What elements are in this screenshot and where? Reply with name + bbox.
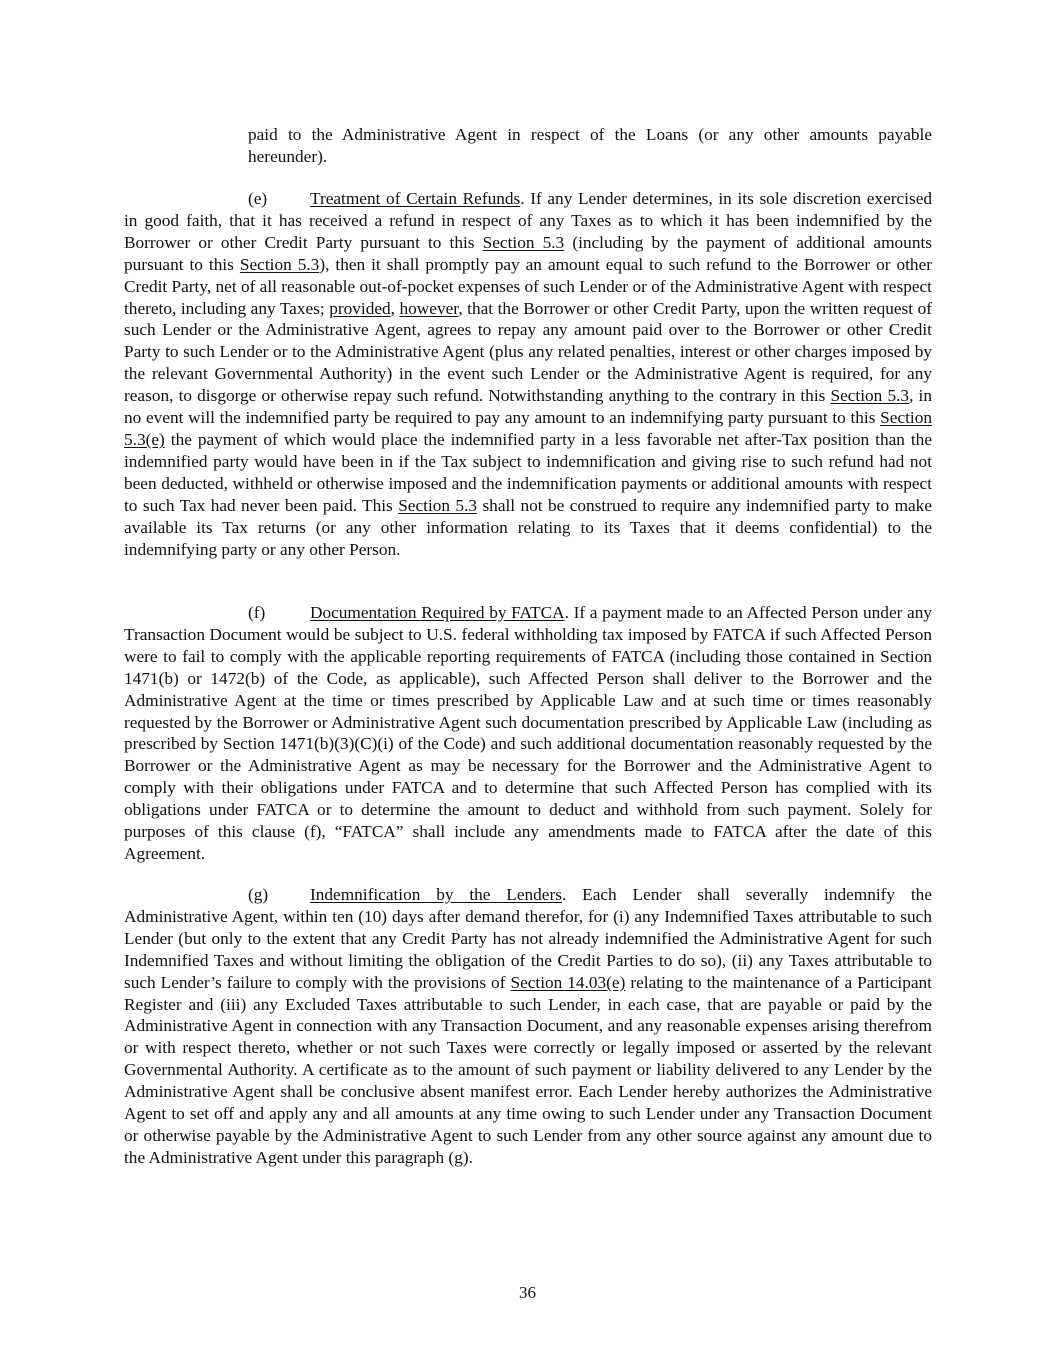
page-number: 36 bbox=[519, 1283, 536, 1302]
paragraph-e-text: shall not be construed to require any indemnified party to make available its Tax returns (or any other information relating to its Taxes that it deems confidential) to the indemnifying party or any other Person. bbox=[124, 495, 932, 559]
paragraph-g-heading: Indemnification by the Lenders bbox=[310, 885, 562, 904]
paragraph-e-heading: Treatment of Certain Refunds bbox=[310, 189, 521, 208]
section-reference: Section 5.3 bbox=[482, 232, 565, 252]
provided-term: provided bbox=[329, 298, 391, 318]
paragraph-g-text: . Each Lender shall severally indemnify the Administrative Agent, within ten (10) days after demand therefor, for (i) any Indemnified Taxes attributable to such Lender (but only to the extent that any Credit Party has not already indemnified the Administrative Agent for such Indemnified Taxes and without limiting the obligation of the Credit Parties to do so), (ii) any Taxes attributable to such Lender’s failure to comply with the provisions of bbox=[124, 885, 932, 992]
paragraph-e-label: (e) bbox=[248, 189, 268, 208]
section-reference: Section 5.3 bbox=[239, 254, 320, 274]
paragraph-e-text: . If any Lender determines, in its sole discretion exercised in good faith, that it has received a refund in respect of any Taxes as to which it has been indemnified by the Borrower or other Credit Party pursuant to this bbox=[124, 189, 932, 252]
section-reference: Section 5.3 bbox=[398, 495, 478, 515]
paragraph-e-text: , that the Borrower or other Credit Party, upon the written request of such Lender or the Administrative Agent, agrees to repay any amount paid over to the Borrower or other Credit Party to such Lender or to the Administrative Agent (plus any related penalties, interest or other charges imposed by the relevant Governmental Authority) in the event such Lender or the Administrative Agent is required, for any reason, to disgorge or otherwise repay such refund. Notwithstanding anything to the contrary in this bbox=[124, 298, 933, 406]
continuation-paragraph bbox=[248, 124, 932, 168]
continuation-text: paid to the Administrative Agent in respect of the Loans (or any other amounts payable hereunder). bbox=[248, 125, 932, 166]
section-reference: Section 5.3 bbox=[830, 386, 910, 406]
paragraph-g-text: relating to the maintenance of a Participant Register and (iii) any Excluded Taxes attributable to such Lender, in each case, that are payable or paid by the Administrative Agent in connection with any Transaction Document, and any reasonable expenses arising therefrom or with respect thereto, whether or not such Taxes were correctly or legally imposed or asserted by the relevant Governmental Authority. A certificate as to the amount of such payment or liability delivered to any Lender by the Administrative Agent shall be conclusive absent manifest error. Each Lender hereby authorizes the Administrative Agent to set off and apply any and all amounts at any time owing to such Lender under any Transaction Document or otherwise payable by the Administrative Agent to such Lender from any other source against any amount due to the Administrative Agent under this paragraph (g). bbox=[124, 972, 932, 1167]
however-term: however bbox=[399, 298, 459, 318]
paragraph-f-text: . If a payment made to an Affected Person under any Transaction Document would be subject to U.S. federal withholding tax imposed by FATCA if such Affected Person were to fail to comply with the applicable reporting requirements of FATCA (including those contained in Section 1471(b) or 1472(b) of the Code, as applicable), such Affected Person shall deliver to the Borrower and the Administrative Agent at the time or times prescribed by Applicable Law and at such time or times reasonably requested by the Borrower or Administrative Agent such documentation prescribed by Applicable Law (including as prescribed by Section 1471(b)(3)(C)(i) of the Code) and such additional documentation reasonably requested by the Borrower or the Administrative Agent as may be necessary for the Borrower and the Administrative Agent to comply with their obligations under FATCA and to determine that such Affected Person has complied with its obligations under FATCA or to determine the amount to deduct and withhold from such payment. Solely for purposes of this clause (f), “FATCA” shall include any amendments made to FATCA after the date of this Agreement. bbox=[124, 603, 932, 863]
section-reference: Section 5.3(e) bbox=[124, 408, 932, 449]
section-reference: Section 14.03(e) bbox=[510, 972, 626, 992]
paragraph-g bbox=[124, 884, 932, 1169]
paragraph-e-text: , bbox=[390, 298, 400, 318]
paragraph-e-text: (including by the payment of additional amounts pursuant to this bbox=[124, 232, 932, 274]
paragraph-e bbox=[124, 188, 932, 560]
paragraph-f-heading: Documentation Required by FATCA bbox=[310, 603, 565, 622]
paragraph-g-label: (g) bbox=[248, 885, 269, 904]
paragraph-e-text: the payment of which would place the indemnified party in a less favorable net after-Tax position than the indemnified party would have been in if the Tax subject to indemnification and giving rise to such refund had not been deducted, withheld or otherwise imposed and the indemnification payments or additional amounts with respect to such Tax had never been paid. This bbox=[124, 429, 932, 515]
paragraph-f bbox=[124, 602, 932, 865]
paragraph-e-text: ), then it shall promptly pay an amount equal to such refund to the Borrower or other Credit Party, net of all reasonable out-of-pocket expenses of such Lender or of the Administrative Agent with respect thereto, including any Taxes; bbox=[124, 254, 932, 318]
paragraph-f-label: (f) bbox=[248, 603, 266, 622]
paragraph-e-text: , in no event will the indemnified party be required to pay any amount to an indemnifying party pursuant to this bbox=[124, 386, 932, 428]
